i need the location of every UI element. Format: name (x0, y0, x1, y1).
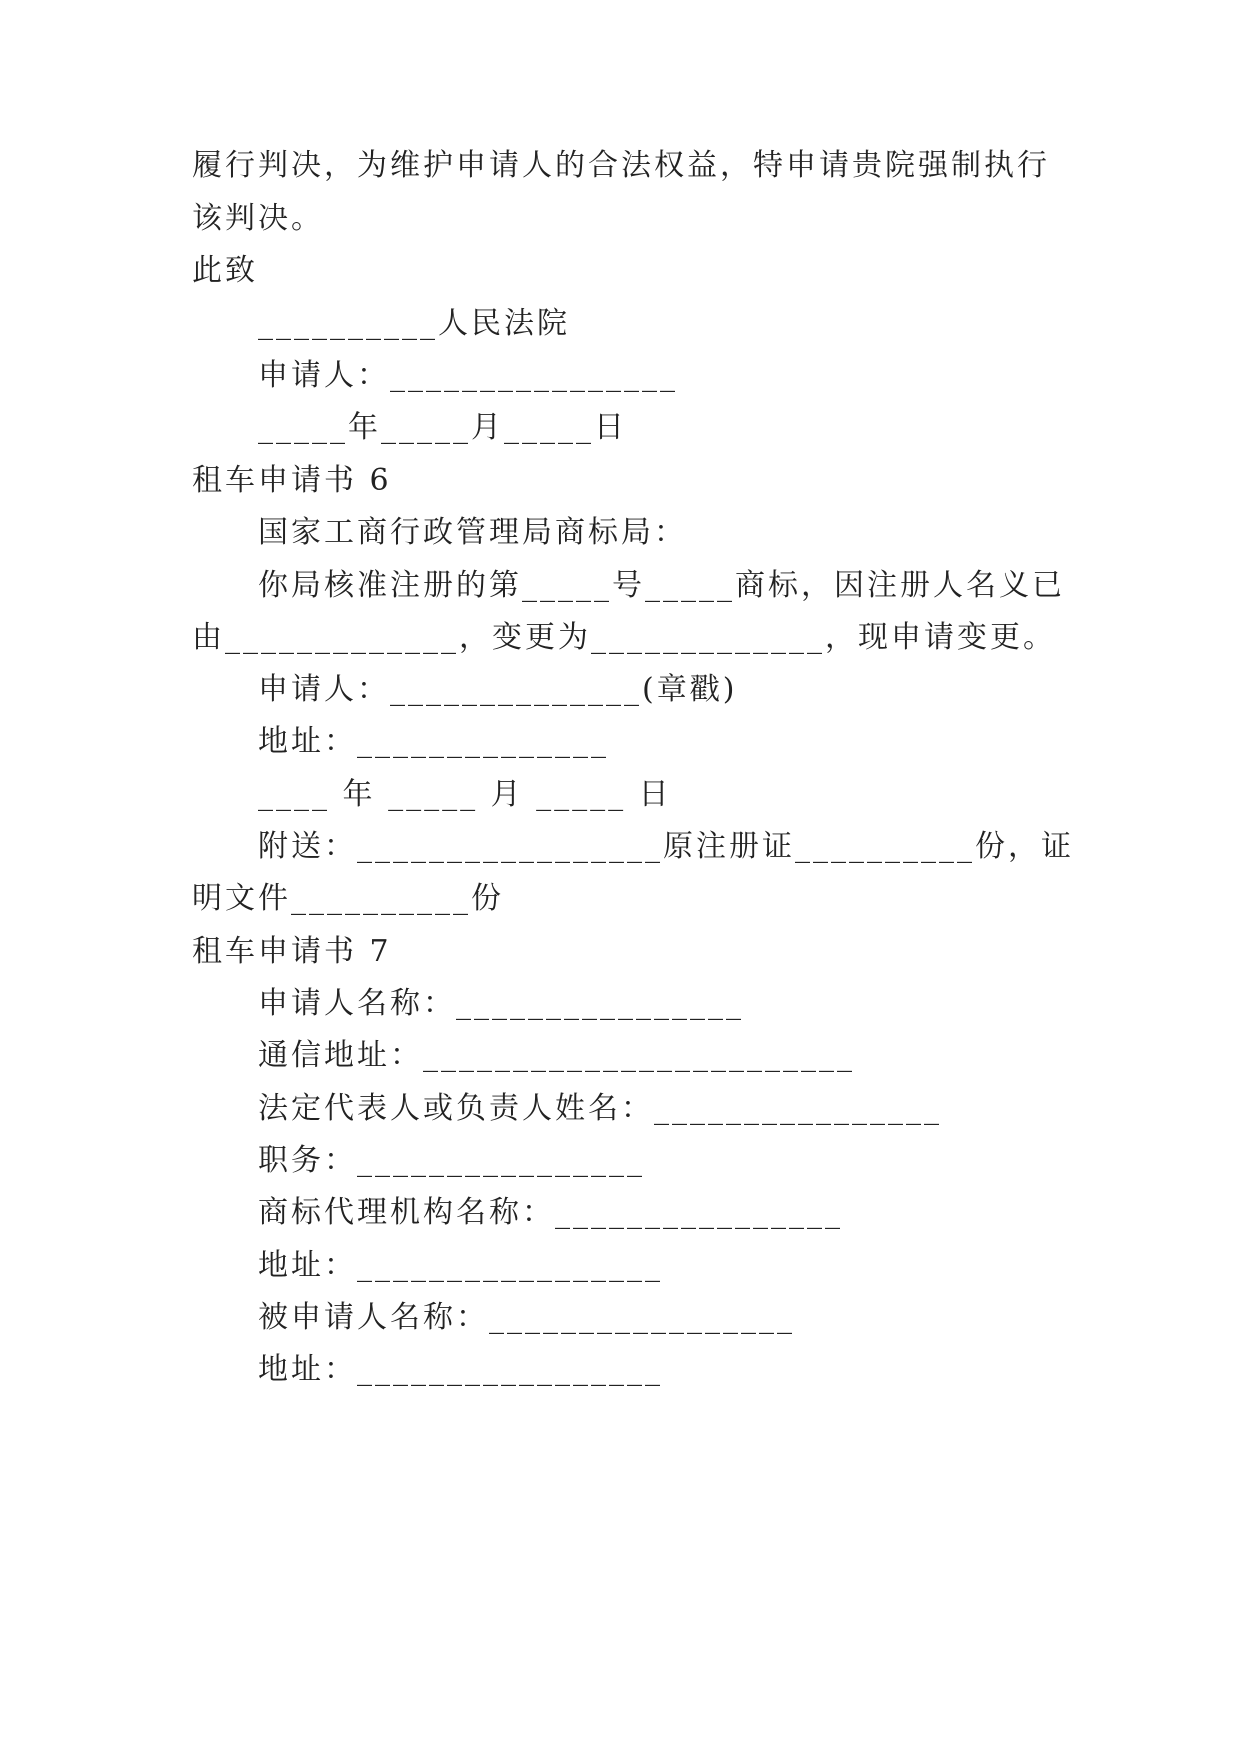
court-name-line: __________人民法院 (258, 306, 570, 341)
form-field-line: 法定代表人或负责人姓名：________________ (258, 1091, 942, 1126)
attachments-line: 明文件__________份 (192, 881, 504, 916)
form-field-line: 通信地址：________________________ (258, 1038, 855, 1073)
form-field-line: 职务：________________ (258, 1143, 645, 1178)
address-line: 地址：______________ (258, 724, 609, 759)
form-field-line: 地址：_________________ (258, 1352, 663, 1387)
date-line: _____年_____月_____日 (258, 410, 627, 445)
body-paragraph-line: 你局核准注册的第_____号_____商标，因注册人名义已 (258, 568, 1065, 603)
body-paragraph-line: 履行判决，为维护申请人的合法权益，特申请贵院强制执行 (192, 148, 1050, 183)
form-field-line: 商标代理机构名称：________________ (258, 1195, 843, 1230)
body-paragraph-line: 该判决。 (192, 201, 324, 236)
applicant-line: 申请人：________________ (258, 358, 678, 393)
body-paragraph-line: 由_____________，变更为_____________，现申请变更。 (192, 620, 1056, 655)
addressee-line: 国家工商行政管理局商标局： (258, 515, 687, 550)
section-heading: 租车申请书 7 (192, 934, 392, 969)
date-line: ____ 年 _____ 月 _____ 日 (258, 777, 672, 812)
form-field-line: 被申请人名称：_________________ (258, 1300, 795, 1335)
section-heading: 租车申请书 6 (192, 463, 392, 498)
form-field-line: 申请人名称：________________ (258, 986, 744, 1021)
salutation: 此致 (192, 253, 258, 288)
form-field-line: 地址：_________________ (258, 1248, 663, 1283)
applicant-seal-line: 申请人：______________(章戳) (258, 672, 738, 707)
attachments-line: 附送：_________________原注册证__________份，证 (258, 829, 1074, 864)
